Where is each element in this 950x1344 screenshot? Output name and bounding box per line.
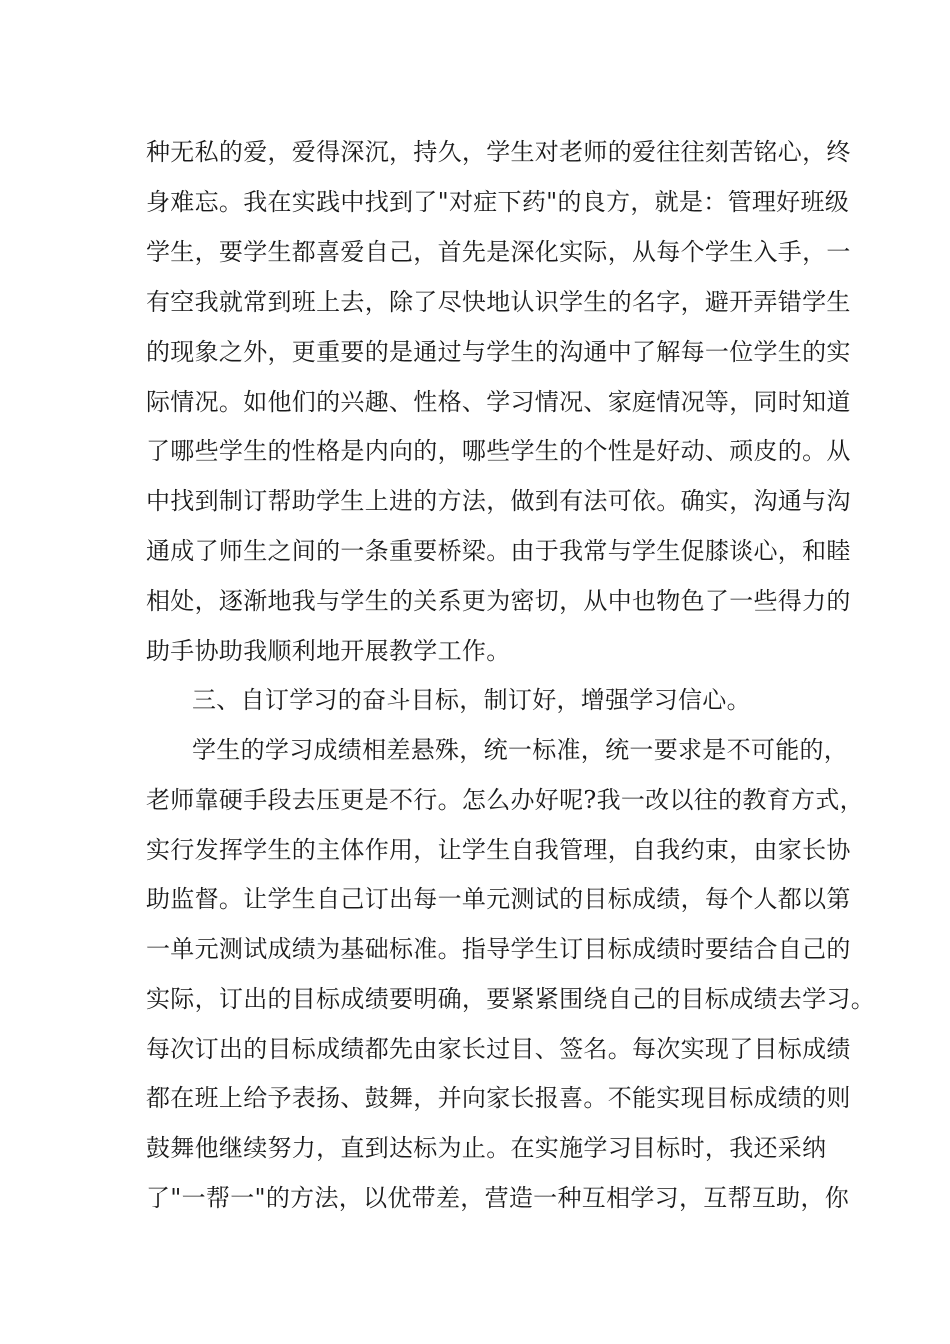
text-line: 一单元测试成绩为基础标准。指导学生订目标成绩时要结合自己的 (146, 935, 851, 963)
text-line: 际情况。如他们的兴趣、性格、学习情况、家庭情况等，同时知道 (146, 388, 851, 416)
text-line: 的现象之外，更重要的是通过与学生的沟通中了解每一位学生的实 (146, 338, 851, 366)
text-line: 学生，要学生都喜爱自己，首先是深化实际，从每个学生入手，一 (146, 238, 851, 266)
text-line: 了哪些学生的性格是内向的，哪些学生的个性是好动、顽皮的。从 (146, 437, 851, 465)
text-line: 助监督。让学生自己订出每一单元测试的目标成绩，每个人都以第 (146, 885, 851, 913)
text-line: 身难忘。我在实践中找到了"对症下药"的良方，就是：管理好班级 (146, 188, 850, 216)
text-line: 相处，逐渐地我与学生的关系更为密切，从中也物色了一些得力的 (146, 587, 851, 615)
text-line: 种无私的爱，爱得深沉，持久，学生对老师的爱往往刻苦铭心，终 (146, 138, 851, 166)
text-line: 实行发挥学生的主体作用，让学生自我管理，自我约束，由家长协 (146, 836, 851, 864)
text-line: 老师靠硬手段去压更是不行。怎么办好呢?我一改以往的教育方式， (146, 786, 864, 814)
text-line: 助手协助我顺利地开展教学工作。 (146, 637, 511, 665)
text-line: 中找到制订帮助学生上进的方法，做到有法可依。确实，沟通与沟 (146, 487, 851, 515)
text-line: 了"一帮一"的方法，以优带差，营造一种互相学习，互帮互助，你 (146, 1184, 850, 1212)
text-line: 都在班上给予表扬、鼓舞，并向家长报喜。不能实现目标成绩的则 (146, 1084, 851, 1112)
section-heading: 三、自订学习的奋斗目标，制订好，增强学习信心。 (192, 686, 751, 714)
text-line: 鼓舞他继续努力，直到达标为止。在实施学习目标时，我还采纳 (146, 1134, 827, 1162)
text-line: 通成了师生之间的一条重要桥梁。由于我常与学生促膝谈心，和睦 (146, 537, 851, 565)
text-line: 实际，订出的目标成绩要明确，要紧紧围绕自己的目标成绩去学习。 (146, 985, 875, 1013)
text-line: 每次订出的目标成绩都先由家长过目、签名。每次实现了目标成绩 (146, 1035, 851, 1063)
paragraph-first-line: 学生的学习成绩相差悬殊，统一标准，统一要求是不可能的， (192, 736, 849, 764)
text-line: 有空我就常到班上去，除了尽快地认识学生的名字，避开弄错学生 (146, 288, 851, 316)
